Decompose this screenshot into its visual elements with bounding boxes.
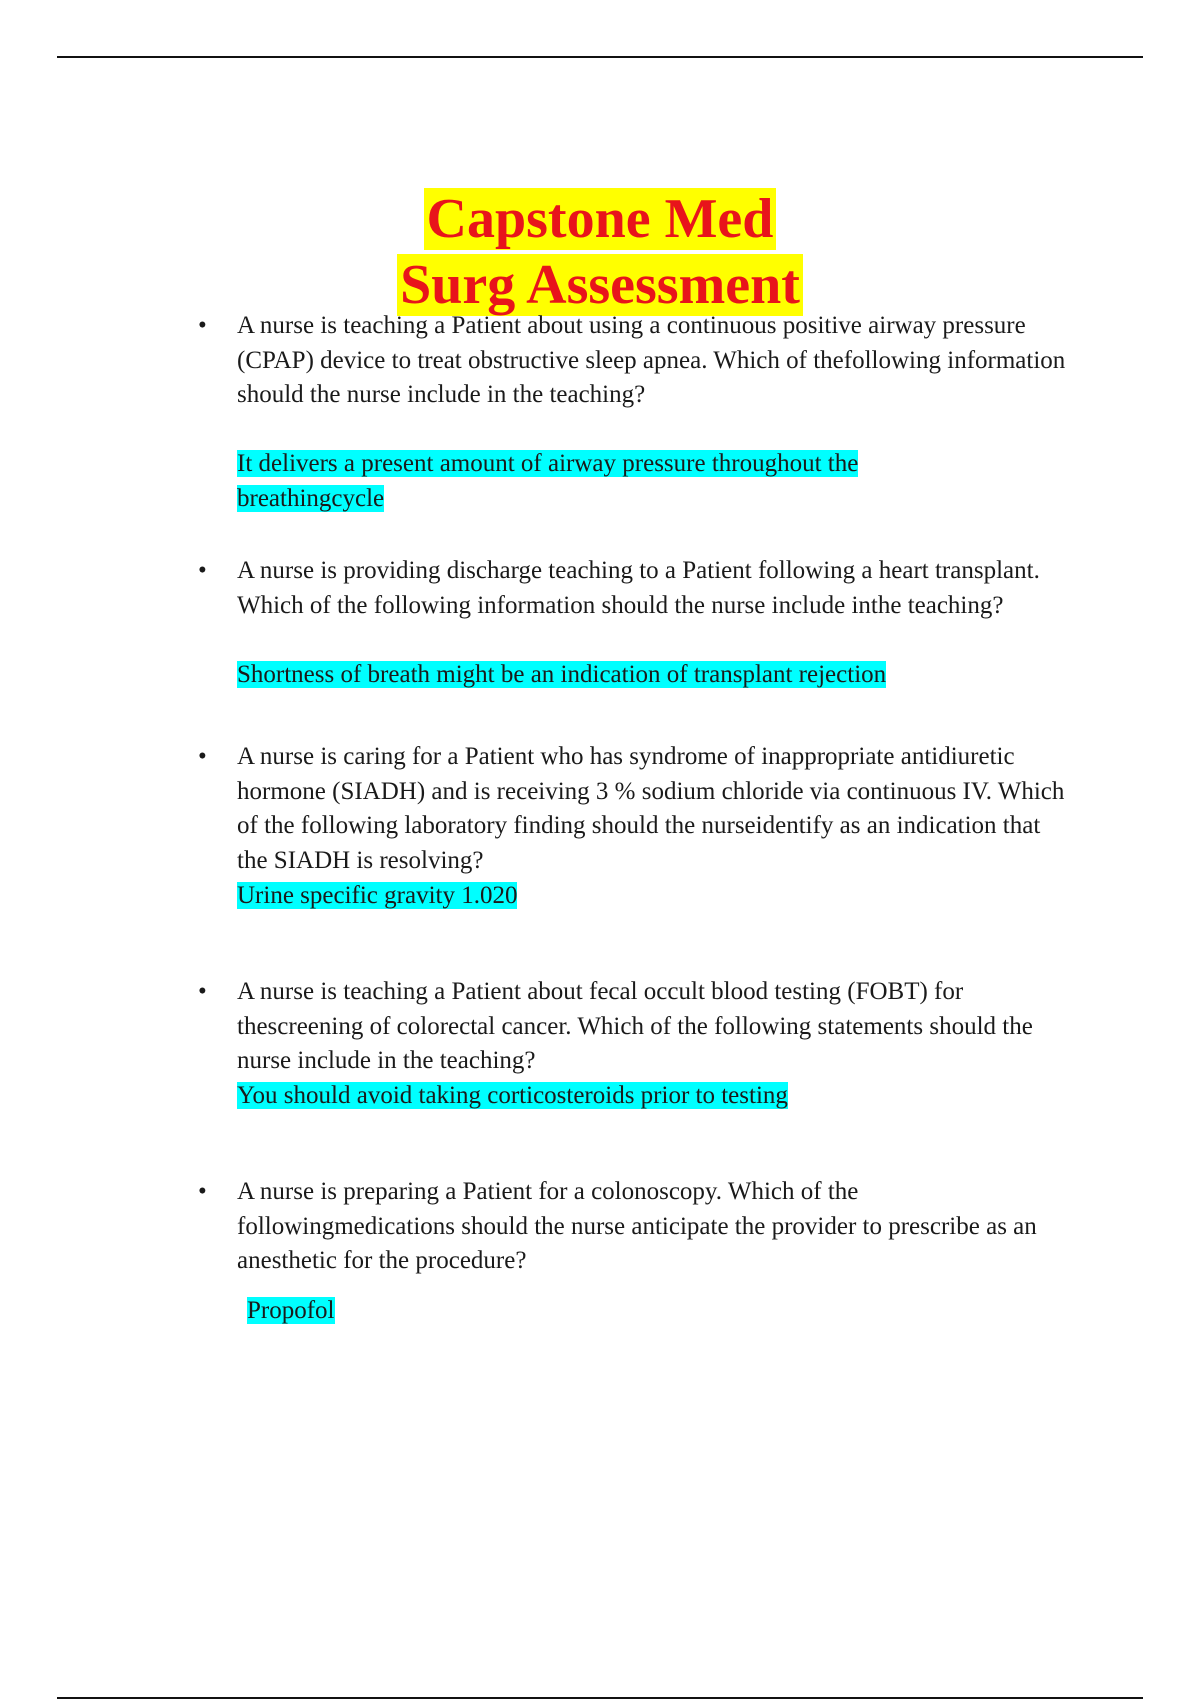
bullet-icon: •	[198, 557, 207, 584]
question-text: A nurse is providing discharge teaching to a Patient following a heart transplant. Which of the following information should the nurse include inthe teaching?	[237, 557, 1040, 619]
title-line-1: Capstone Med	[424, 188, 777, 250]
footer-rule	[57, 1697, 1143, 1699]
question-text: A nurse is preparing a Patient for a colonoscopy. Which of the followingmedications should the nurse anticipate the provider to prescribe as an anesthetic for the procedure?	[237, 1178, 1037, 1274]
answer-block	[247, 1294, 957, 1329]
answer-text: It delivers a present amount of airway pressure throughout the breathingcycle	[237, 450, 859, 512]
answer-text: Urine specific gravity 1.020	[237, 882, 518, 909]
question-text: A nurse is teaching a Patient about using a continuous positive airway pressure (CPAP) device to treat obstructive sleep apnea. Which of thefollowing information should the nurse include in the teaching?	[237, 312, 1066, 408]
question-text: A nurse is caring for a Patient who has syndrome of inappropriate antidiuretic hormone (SIADH) and is receiving 3 % sodium chloride via continuous IV. Which of the following laboratory finding should the nurseidentify as an indication that the SIADH is resolving?	[237, 743, 1065, 874]
bullet-icon: •	[198, 978, 207, 1005]
title-line-2: Surg Assessment	[397, 254, 803, 316]
answer-block	[237, 447, 957, 516]
answer-text: Propofol	[247, 1297, 335, 1324]
answer-block	[237, 1079, 947, 1114]
bullet-icon: •	[198, 1178, 207, 1205]
answer-text: Shortness of breath might be an indication of transplant rejection	[237, 661, 887, 688]
bullet-icon: •	[198, 312, 207, 339]
question-text: A nurse is teaching a Patient about fecal occult blood testing (FOBT) for thescreening of colorectal cancer. Which of the following statements should the nurse include in the teaching?	[237, 978, 1033, 1074]
bullet-icon: •	[198, 743, 207, 770]
answer-text: You should avoid taking corticosteroids prior to testing	[237, 1082, 788, 1109]
answer-block	[237, 658, 1067, 693]
answer-block	[237, 879, 947, 914]
